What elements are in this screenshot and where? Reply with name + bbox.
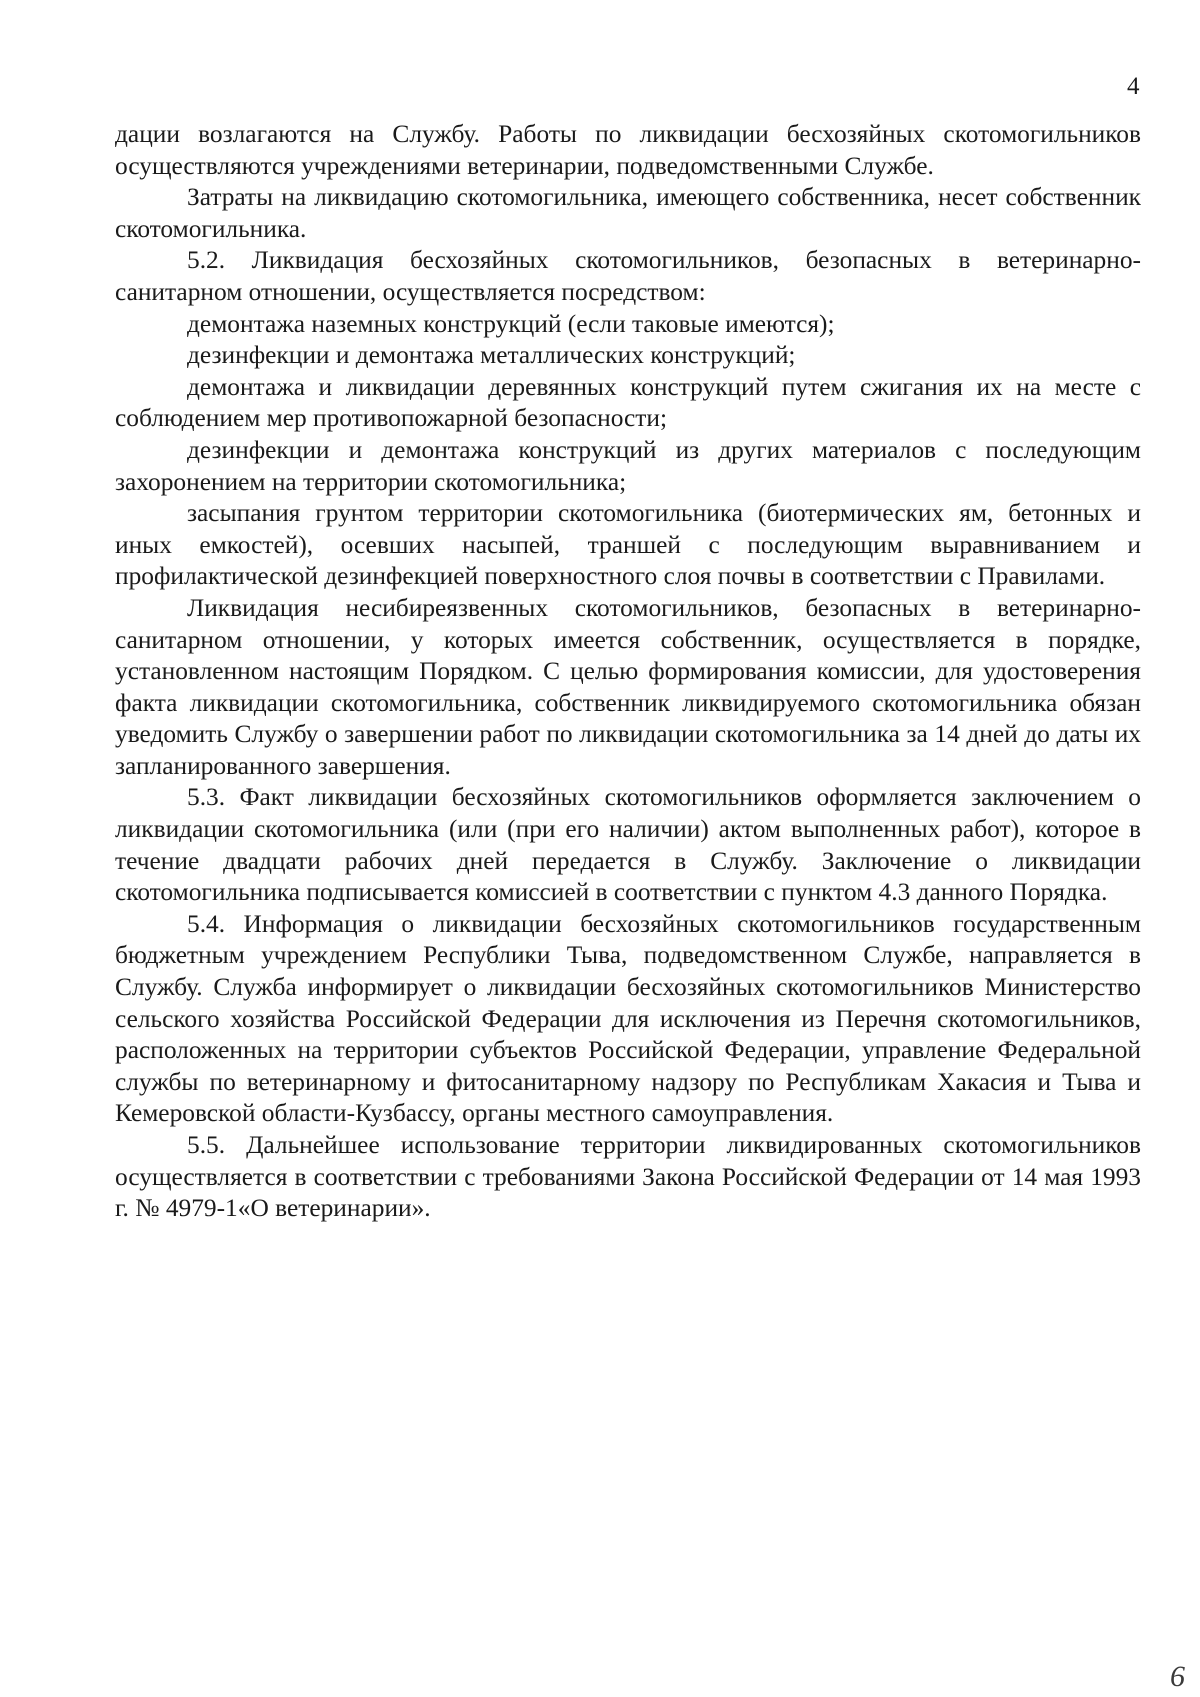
body-text [115,119,1141,1225]
paragraph-7: дезинфекции и демонтажа конструкций из других материалов с последующим захоронением на территории скотомогильника; [115,435,1141,496]
paragraph-2: Затраты на ликвидацию скотомогильника, имеющего собственника, несет собственник скотомогильника. [115,183,1141,243]
page-number: 4 [1127,73,1140,100]
paragraph-10: 5.3. Факт ликвидации бесхозяйных скотомогильников оформляется заключением о ликвидации скотомогильника (или (при его наличии) актом выполненных работ), которое в течение двадцати рабочих дней передается в Службу. Заключение о ликвидации скотомогильника подписывается комиссией в соответствии с пунктом 4.3 данного Порядка. [115,783,1141,907]
paragraph-8: засыпания грунтом территории скотомогильника (биотермических ям, бетонных и иных емкостей), осевших насыпей, траншей с последующим выравниванием и профилактической дезинфекцией поверхностного слоя почвы в соответствии с Правилами. [115,499,1141,591]
paragraph-4: демонтажа наземных конструкций (если таковые имеются); [187,309,835,338]
corner-mark: 6 [1170,1660,1185,1693]
paragraph-5: дезинфекции и демонтажа металлических конструкций; [187,341,796,370]
paragraph-3: 5.2. Ликвидация бесхозяйных скотомогильников, безопасных в ветеринарно-санитарном отношении, осуществляется посредством: [115,246,1141,306]
paragraph-11: 5.4. Информация о ликвидации бесхозяйных скотомогильников государственным бюджетным учреждением Республики Тыва, подведомственном Службе, направляется в Службу. Служба информирует о ликвидации бесхозяйных скотомогильников Министерство сельского хозяйства Российской Федерации для исключения из Перечня скотомогильников, расположенных на территории субъектов Российской Федерации, управление Федеральной службы по ветеринарному и фитосанитарному надзору по Республикам Хакасия и Тыва и Кемеровской области-Кузбассу, органы местного самоуправления. [115,909,1141,1128]
paragraph-12: 5.5. Дальнейшее использование территории ликвидированных скотомогильников осуществляется в соответствии с требованиями Закона Российской Федерации от 14 мая 1993 г. № 4979-1«О ветеринарии». [115,1131,1141,1223]
paragraph-1: дации возлагаются на Службу. Работы по ликвидации бесхозяйных скотомогильников осуществляются учреждениями ветеринарии, подведомственными Службе. [115,120,1141,180]
paragraph-9: Ликвидация несибиреязвенных скотомогильников, безопасных в ветеринарно-санитарном отношении, у которых имеется собственник, осуществляется в порядке, установленном настоящим Порядком. С целью формирования комиссии, для удостоверения факта ликвидации скотомогильника, собственник ликвидируемого скотомогильника обязан уведомить Службу о завершении работ по ликвидации скотомогильника за 14 дней до даты их запланированного завершения. [115,593,1141,780]
paragraph-6: демонтажа и ликвидации деревянных конструкций путем сжигания их на месте с соблюдением мер противопожарной безопасности; [115,372,1141,433]
